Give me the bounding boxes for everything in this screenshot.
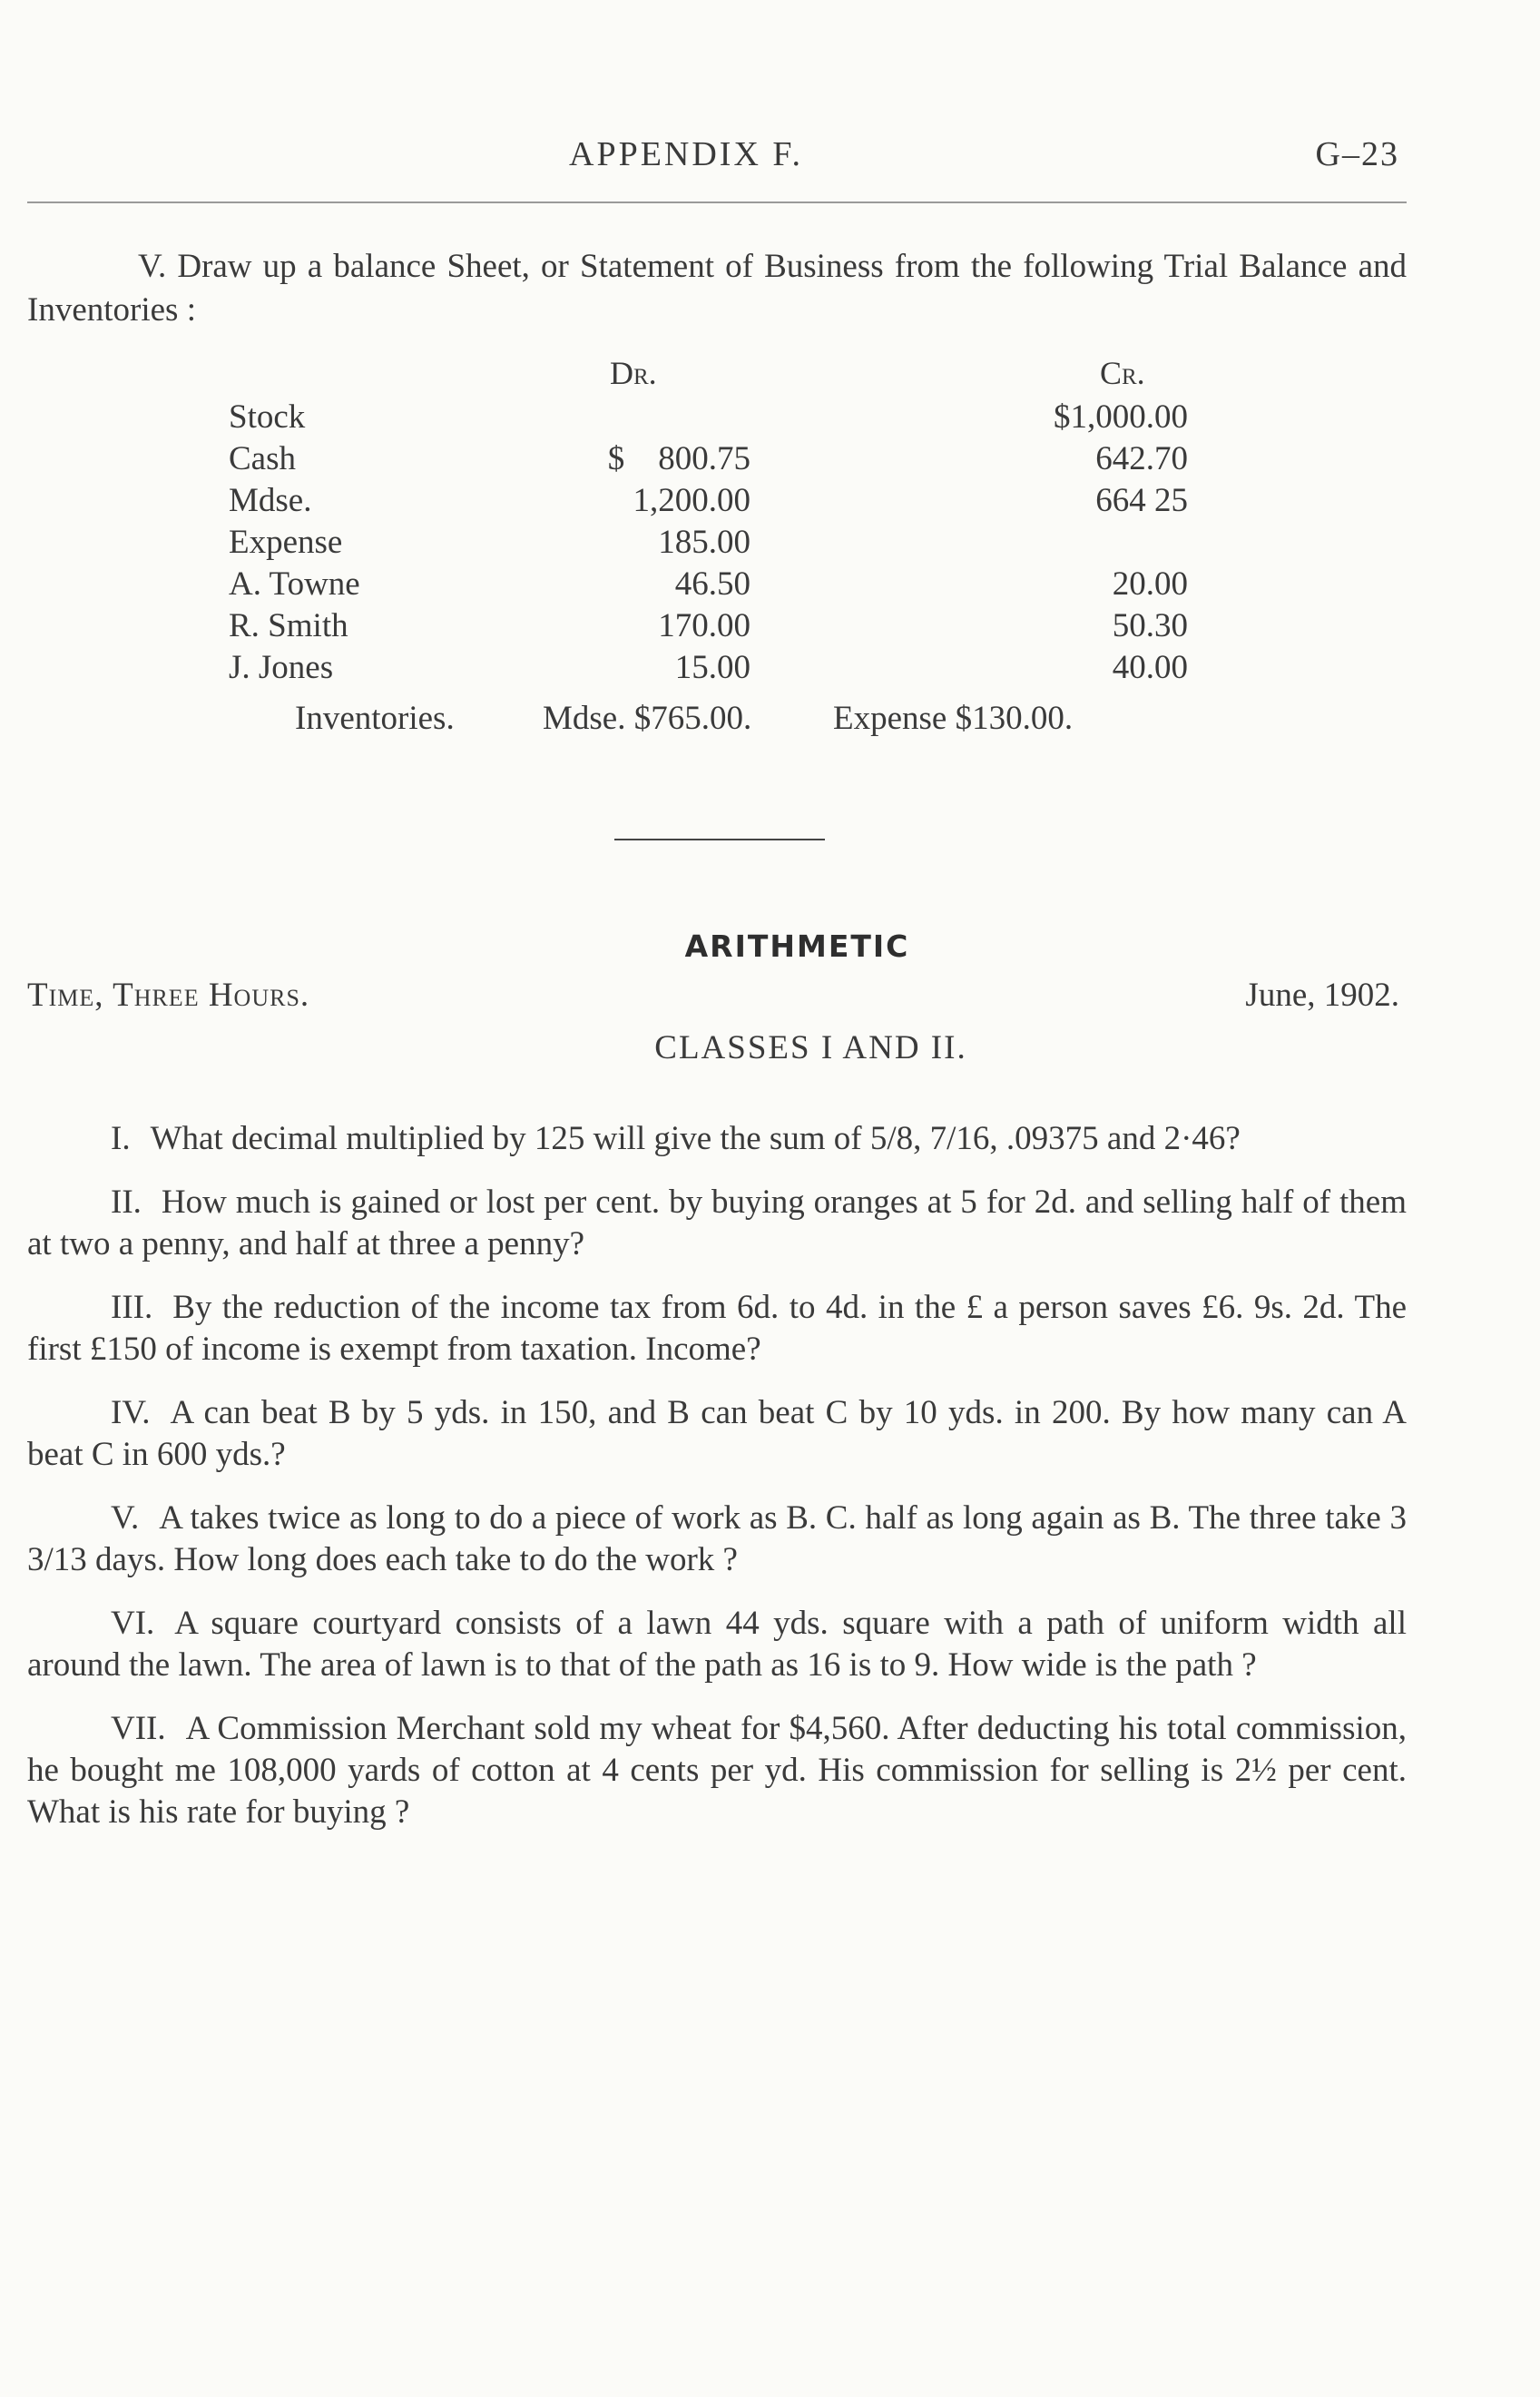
question-text: A can beat B by 5 yds. in 150, and B can beat C by 10 yds. in 200. By how many can A beat C in 600 yds.?	[27, 1394, 1407, 1473]
debit-amount: $ 800.75	[607, 440, 750, 477]
balance-sheet-question	[27, 245, 1407, 332]
question-text: What decimal multiplied by 125 will give the sum of 5/8, 7/16, .09375 and 2·46?	[150, 1120, 1241, 1157]
credit-heading: Cr.	[1100, 355, 1145, 391]
table-row	[0, 439, 1540, 481]
question-number: V.	[111, 1499, 140, 1537]
credit-amount: 40.00	[1112, 649, 1188, 686]
debit-heading: Dr.	[610, 355, 657, 391]
account-name: Expense	[229, 524, 343, 561]
question-item	[27, 1182, 1407, 1265]
question-text: A Commission Merchant sold my wheat for $4,560. After deducting his total commission, he bought me 108,000 yards of cotton at 4 cents per yd. His commission for selling is 2½ per cent. What is his rate for buying ?	[27, 1710, 1407, 1831]
credit-amount: 20.00	[1112, 565, 1188, 603]
question-item	[27, 1708, 1407, 1833]
credit-amount: $1,000.00	[1054, 398, 1188, 436]
question-text: A square courtyard consists of a lawn 44 yds. square with a path of uniform width all around the lawn. The area of lawn is to that of the path as 16 is to 9. How wide is the path ?	[27, 1605, 1407, 1684]
question-number: VI.	[111, 1605, 155, 1642]
debit-amount: 15.00	[674, 649, 750, 686]
account-name: R. Smith	[229, 607, 348, 644]
account-name: Stock	[229, 398, 306, 436]
credit-amount: 50.30	[1112, 607, 1188, 644]
table-row	[0, 523, 1540, 565]
table-row	[0, 565, 1540, 606]
account-name: Cash	[229, 440, 296, 477]
debit-amount: 46.50	[674, 565, 750, 603]
inventories-mdse: Mdse. $765.00.	[543, 700, 752, 737]
appendix-title: APPENDIX F.	[569, 135, 803, 173]
page-number: G–23	[1315, 135, 1399, 173]
section-divider	[614, 839, 825, 840]
question-text: How much is gained or lost per cent. by buying oranges at 5 for 2d. and selling half of them at two a penny, and half at three a penny?	[27, 1184, 1407, 1262]
question-item	[27, 1603, 1407, 1686]
credit-amount: 664 25	[1095, 482, 1188, 519]
question-item	[27, 1118, 1407, 1160]
question-number: I.	[111, 1120, 131, 1157]
exam-meta	[0, 976, 1540, 1019]
account-name: A. Towne	[229, 565, 360, 603]
question-number: III.	[111, 1289, 153, 1326]
exam-classes: CLASSES I AND II.	[654, 1029, 967, 1066]
debit-amount: 1,200.00	[633, 482, 750, 519]
account-name: Mdse.	[229, 482, 312, 519]
question-list	[27, 1118, 1407, 1833]
inventories-expense: Expense $130.00.	[833, 700, 1074, 737]
inventories-label: Inventories.	[295, 700, 455, 737]
debit-amount: 185.00	[658, 524, 750, 561]
credit-amount: 642.70	[1095, 440, 1188, 477]
table-row	[0, 481, 1540, 523]
question-item	[27, 1498, 1407, 1581]
exam-title: ARITHMETIC	[684, 928, 910, 964]
exam-date: June, 1902.	[1245, 977, 1399, 1014]
question-number: VII.	[111, 1710, 166, 1747]
question-text: Draw up a balance Sheet, or Statement of Business from the following Trial Balance and Inventories :	[27, 248, 1407, 329]
question-text: A takes twice as long to do a piece of work as B. C. half as long again as B. The three take 3 3/13 days. How long does each take to do the work ?	[27, 1499, 1407, 1578]
table-row	[0, 606, 1540, 648]
question-item	[27, 1392, 1407, 1476]
table-row	[0, 398, 1540, 439]
question-item	[27, 1287, 1407, 1370]
question-number: IV.	[111, 1394, 151, 1431]
debit-amount: 170.00	[658, 607, 750, 644]
question-number: V.	[138, 248, 167, 285]
exam-time: Time, Three Hours.	[27, 977, 310, 1014]
running-head	[0, 134, 1540, 180]
question-text: By the reduction of the income tax from 6d. to 4d. in the £ a person saves £6. 9s. 2d. The first £150 of income is exempt from taxation. Income?	[27, 1289, 1407, 1368]
account-name: J. Jones	[229, 649, 334, 686]
table-row	[0, 648, 1540, 690]
header-rule	[27, 201, 1407, 203]
question-number: II.	[111, 1184, 142, 1221]
